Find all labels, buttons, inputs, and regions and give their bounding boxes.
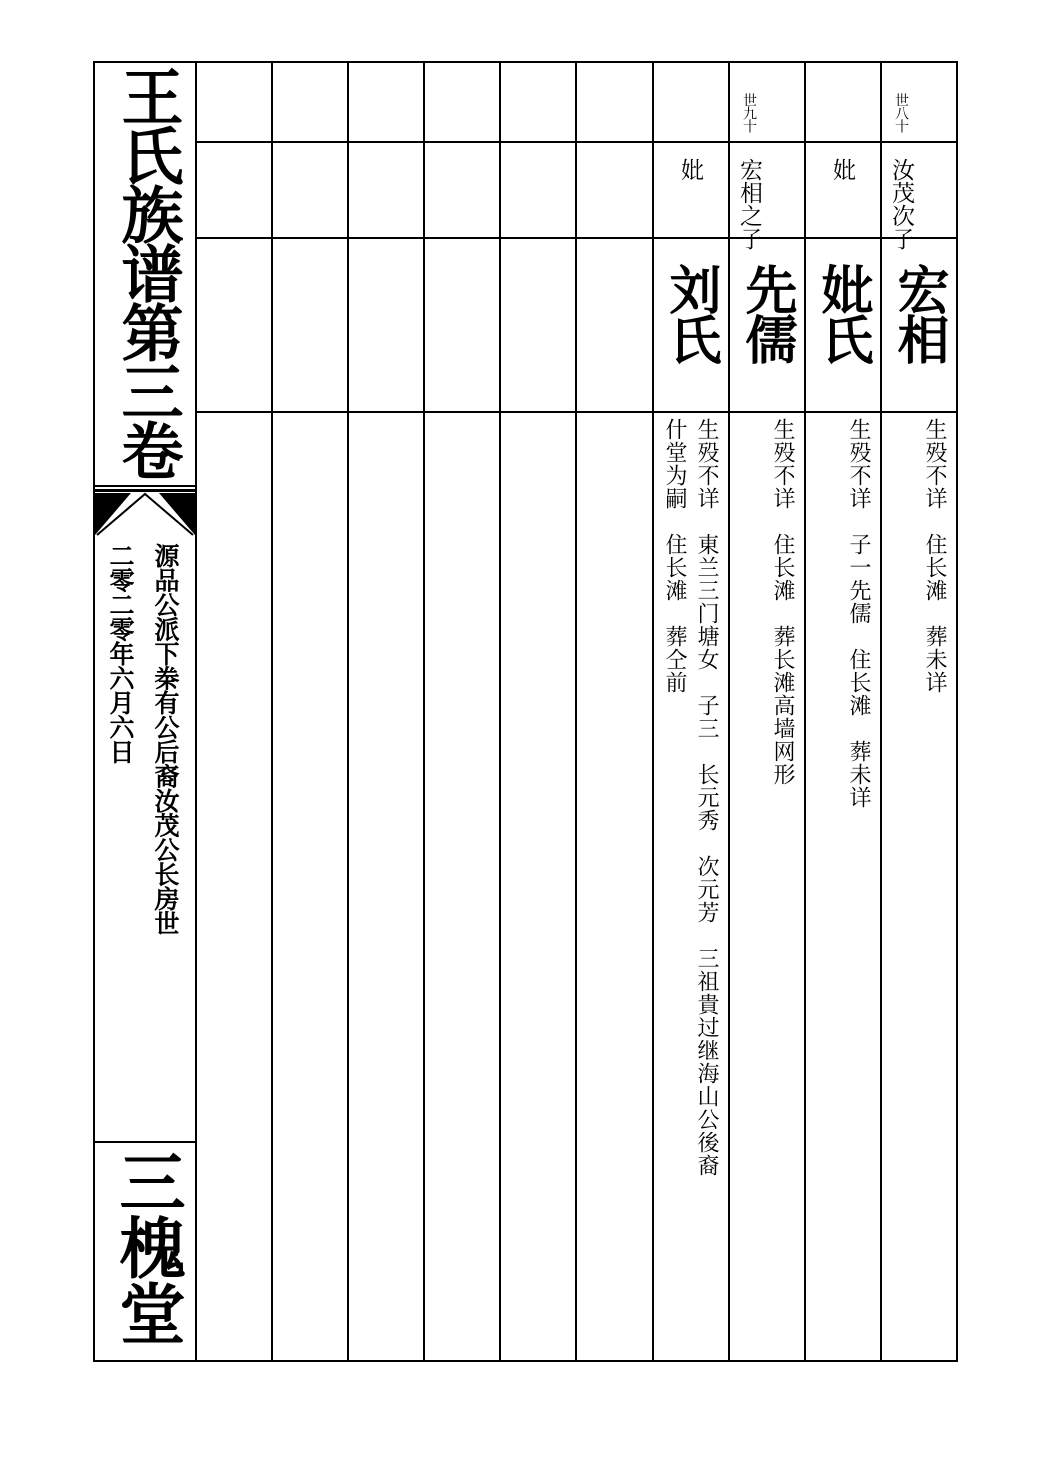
relation-label: 宏相之子 [736, 158, 762, 250]
person-details: 生殁不详 東兰三门塘女 子三 长元秀 次元芳 三祖貴过继海山公後裔 [694, 418, 719, 1177]
generation-label: 世八十 [893, 93, 909, 132]
relation-label: 妣 [829, 158, 855, 181]
column-divider [423, 63, 425, 1360]
hall-name: 三槐堂 [108, 1148, 186, 1346]
column-divider [652, 63, 654, 1360]
title-divider [95, 485, 195, 487]
person-name: 先儒 [736, 263, 797, 363]
person-name: 宏相 [888, 263, 949, 363]
column-divider [347, 63, 349, 1360]
person-details: 生殁不详 子一先儒 住长滩 葬未详 [846, 418, 871, 809]
column-divider [880, 63, 882, 1360]
column-divider [804, 63, 806, 1360]
row-divider [195, 411, 956, 413]
relation-label: 汝茂次子 [888, 158, 914, 250]
person-details: 生殁不详 住长滩 葬未详 [922, 418, 947, 694]
column-divider [271, 63, 273, 1360]
person-details-continued: 什堂为嗣 住长滩 葬仝前 [662, 418, 687, 694]
column-divider [728, 63, 730, 1360]
column-divider [575, 63, 577, 1360]
book-date: 二零二零年六月六日 [106, 543, 135, 764]
book-subtitle: 源品公派下桊有公后裔汝茂公长房世 [151, 543, 180, 935]
book-title: 王氏族谱第三卷 [111, 65, 184, 478]
relation-label: 妣 [677, 158, 703, 181]
row-divider [195, 237, 956, 239]
person-name: 妣氏 [812, 263, 873, 363]
title-divider [95, 1141, 195, 1143]
person-name: 刘氏 [660, 263, 721, 363]
row-divider [195, 141, 956, 143]
genealogy-page [93, 61, 958, 1362]
column-divider [195, 63, 197, 1360]
banner-ornament [95, 489, 195, 537]
person-details: 生殁不详 住长滩 葬长滩高墙网形 [770, 418, 795, 786]
column-divider [499, 63, 501, 1360]
generation-label: 世九十 [741, 93, 757, 132]
